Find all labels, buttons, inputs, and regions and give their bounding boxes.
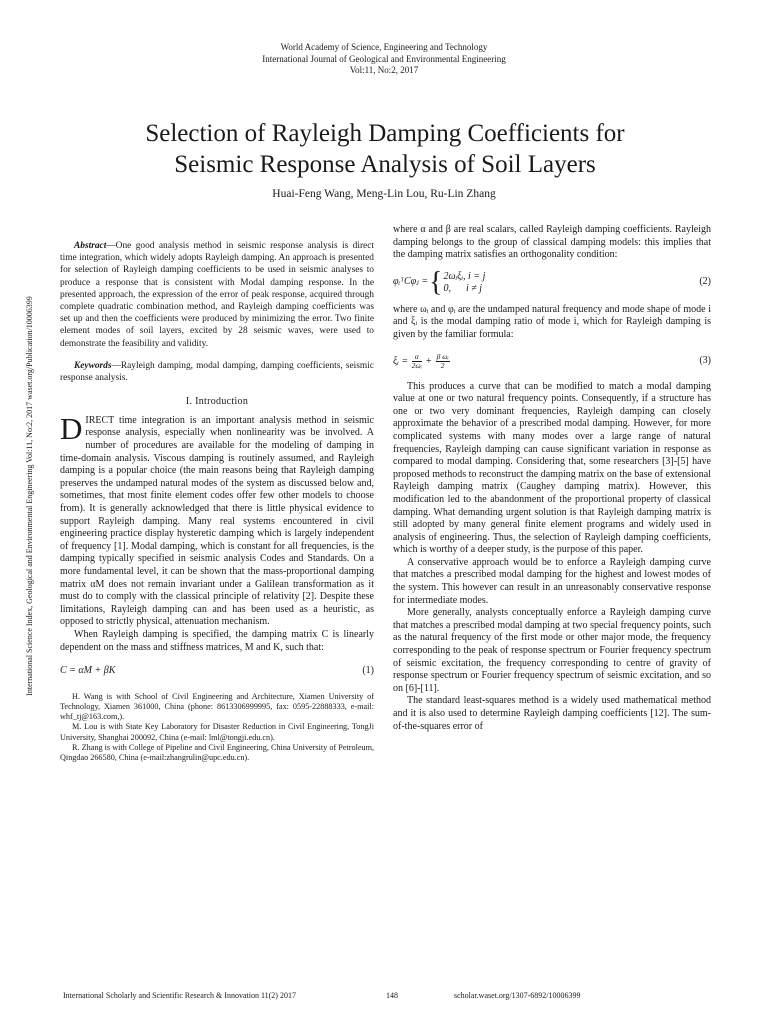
right-column [393,224,711,733]
equation-2 [393,266,711,298]
intro-paragraph-1-text: IRECT time integration is an important analysis method in seismic response analysis, especially when nonlinearity was be involved. A number of procedures are available for the modeling of damping in time-domain analysis. Viscous damping is routinely assumed, and Rayleigh damping is a popular choice (the main reasons being that Rayleigh damping preserves the undamped natural modes of the system as discussed below and, sometimes, that most finite element codes offer few other models to choose from). It is generally acknowledged that there is little physical evidence to support Rayleigh damping. Many real systems encountered in civil engineering practice display hysteretic damping which is largely independent of frequency [1]. Modal damping, which is constant for all frequencies, is the damping typically specified in seismic analysis Codes and Standards. On a more fundamental level, it can be shown that the mass-proportional damping matrix αM does not remain invariant under a Galilean transformation as it must do to comply with the classical principle of relativity [2]. Despite these limitations, Rayleigh damping can and has been used as a heuristic, as opposed to strictly physical, attenuation mechanism. [60,414,374,628]
equation-2-number: (2) [699,276,711,288]
footnote-wang: H. Wang is with School of Civil Engineering and Architecture, Xiamen University of Technology, Xiamen 361000, China (phone: 8613306999995, fax: 0595-22888333, e-mail: whf_tj@163.com,). [60,691,374,722]
author-list: Huai-Feng Wang, Meng-Lin Lou, Ru-Lin Zhang [272,188,496,200]
abstract [60,240,374,350]
footnote-zhang: R. Zhang is with College of Pipeline and Civil Engineering, China University of Petroleum, Qingdao 266580, China (e-mail:zhangrulin@upc.edu.cn). [60,742,374,762]
equation-2-body [393,266,486,298]
journal-name: International Journal of Geological and Environmental Engineering [262,53,506,64]
right-paragraph-3: More generally, analysts conceptually enforce a Rayleigh damping curve that matches a prescribed modal damping at two special frequency points, such as the natural frequency of the first mode or other major mode, the frequency corresponding to the peak of response spectrum or Fourier frequency spectrum of seismic excitation, the frequency corresponding to centre of gravity of response spectrum or Fourier frequency spectrum of seismic excitation, and so on [6]-[11]. [393,607,711,694]
keywords-label: Keywords [74,360,112,371]
journal-publisher: World Academy of Science, Engineering and Technology [280,42,488,52]
equation-3-fraction-2 [436,353,450,370]
footnote-lou: M. Lou is with State Key Laboratory for Disaster Reduction in Civil Engineering, TongJi University, Shanghai 200092, China (e-mail: lml@tongji.edu.cn). [60,722,374,742]
fraction-1-denominator: 2ωᵢ [411,360,422,370]
equation-3-lhs: ξᵢ = [393,355,409,367]
right-intro-paragraph: where α and β are real scalars, called Rayleigh damping coefficients. Rayleigh damping belongs to the group of classical damping models: this implies that the damping matrix satisfies an orthogonality condition: [393,224,711,261]
right-paragraph-1: This produces a curve that can be modified to match a modal damping value at one or two natural frequency points. Consequently, if a structure has one or two very dominant frequencies, Rayleigh damping can closely approximate the behavior of a prescribed modal damping. However, for more complicated systems with many modes over a large range of natural frequencies, Rayleigh damping can cause significant variation in response as compared to modal damping. Considering that, some researchers [3]-[5] have proposed methods to reconstruct the damping matrix on the base of extensional Rayleigh damping matrix (Caughey damping matrix). However, this modification led to the abandonment of the proportional property of classical damping. What demanding urgent solution is that Rayleigh damping matrix is still adopted by many general finite element programs and widely used in analysis of engineering. Thus, the selection of Rayleigh damping coefficients, which is worthy of a deeper study, is the purpose of this paper. [393,380,711,556]
equation-2-lhs: φᵢᵀCφⱼ = [393,276,429,288]
equation-2-case-2: 0, i ≠ j [443,282,483,294]
equation-2-cases [444,271,486,295]
equation-1 [60,665,374,678]
fraction-2-denominator: 2 [440,360,445,370]
footer-url: scholar.waset.org/1307-6892/10006399 [454,991,581,1000]
equation-3 [393,353,711,370]
page-number: 148 [386,991,398,1000]
right-where-paragraph: where ωᵢ and φᵢ are the undamped natural frequency and mode shape of mode i and ξᵢ is the modal damping ratio of mode i, which for Rayleigh damping is given by the familiar formula: [393,303,711,340]
equation-3-number: (3) [699,354,711,366]
footer-publisher: International Scholarly and Scientific Research & Innovation 11(2) 2017 [63,991,296,1000]
author-footnotes [60,692,374,763]
section-heading-introduction: I. Introduction [185,396,249,408]
equation-2-brace: { [429,266,443,298]
keywords [60,360,374,384]
left-column [60,240,374,763]
equation-1-body: C = αM + βK [60,665,116,677]
keywords-text: —Rayleigh damping, modal damping, damping coefficients, seismic response analysis. [60,360,374,384]
drop-cap: D [60,410,83,446]
equation-3-plus: + [425,355,433,367]
equation-1-number: (1) [362,665,374,677]
paper-title [60,118,710,180]
journal-volume: Vol:11, No:2, 2017 [349,65,419,75]
intro-paragraph-2: When Rayleigh damping is specified, the damping matrix C is linearly dependent on the mass and stiffness matrices, M and K, such that: [60,628,374,653]
equation-3-body [393,353,451,370]
equation-2-case-1: 2ωᵢξᵢ, i = j [443,270,486,282]
fraction-2-numerator: β ωᵢ [436,351,449,361]
abstract-label: Abstract [74,241,107,251]
right-paragraph-2: A conservative approach would be to enforce a Rayleigh damping curve that matches a prescribed modal damping for the highest and lowest modes of the system. This however can result in an unreasonably conservative response for intermediate modes. [393,556,711,606]
fraction-1-numerator: α [412,353,422,362]
side-citation-label: International Science Index, Geological and Environmental Engineering Vol:11, No:2, 2017 waset.org/Publication/10006399 [25,296,34,696]
abstract-text: —One good analysis method in seismic response analysis is direct time integration, which widely adopts Rayleigh damping. An approach is presented for selection of Rayleigh damping coefficients to be used in seismic analyses to produce a response that is consistent with Modal damping response. In the presented approach, the expression of the error of peak response, acquired through complete quadratic combination method, and Rayleigh damping coefficients was set up and then the coefficients were produced by minimizing the error. Two finite element modes of soil layers, excited by 28 seismic waves, were used to demonstrate the feasibility and validity. [60,241,374,349]
intro-paragraph-1 [60,410,374,629]
right-paragraph-4: The standard least-squares method is a widely used mathematical method and it is also used to determine Rayleigh damping coefficients [12]. The sum-of-the-squares error of [393,695,711,732]
title-line-1: Selection of Rayleigh Damping Coefficients for [145,120,625,147]
equation-3-fraction-1 [412,353,422,370]
title-line-2: Seismic Response Analysis of Soil Layers [174,151,596,178]
journal-header [0,42,768,77]
